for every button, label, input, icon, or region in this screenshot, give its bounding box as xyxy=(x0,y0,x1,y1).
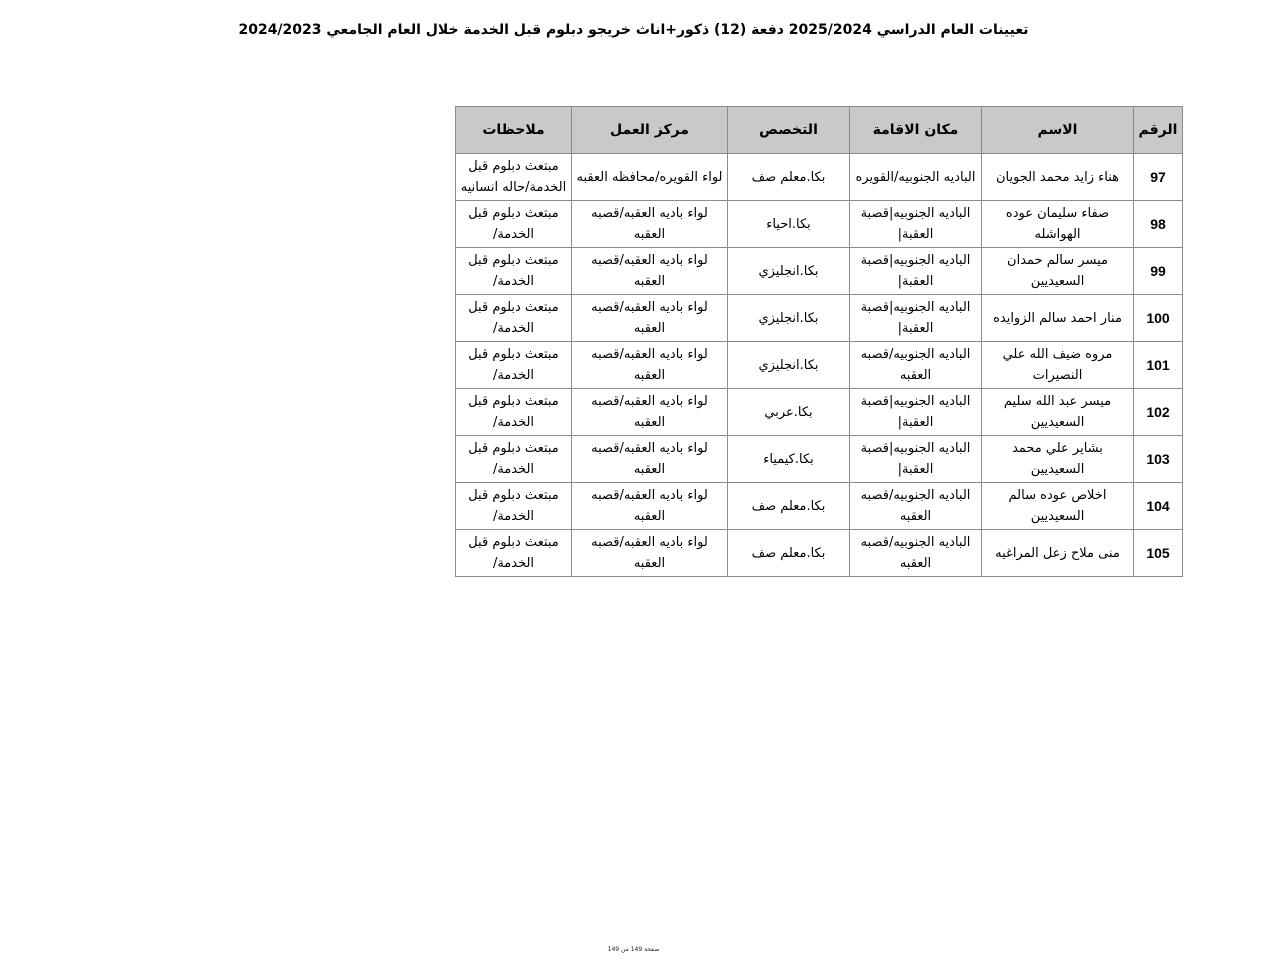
cell-name: منار احمد سالم الزوايده xyxy=(982,295,1134,342)
cell-notes: مبتعث دبلوم قبل الخدمة/ xyxy=(456,389,572,436)
cell-notes: مبتعث دبلوم قبل الخدمة/ xyxy=(456,436,572,483)
cell-notes: مبتعث دبلوم قبل الخدمة/ xyxy=(456,295,572,342)
cell-specialization: بكا.احياء xyxy=(728,201,850,248)
cell-work-center: لواء باديه العقبه/قصبه العقبه xyxy=(572,342,728,389)
cell-specialization: بكا.انجليزي xyxy=(728,248,850,295)
cell-number: 105 xyxy=(1134,530,1183,577)
cell-work-center: لواء باديه العقبه/قصبه العقبه xyxy=(572,248,728,295)
cell-work-center: لواء باديه العقبه/قصبه العقبه xyxy=(572,201,728,248)
cell-work-center: لواء باديه العقبه/قصبه العقبه xyxy=(572,530,728,577)
cell-notes: مبتعث دبلوم قبل الخدمة/ xyxy=(456,483,572,530)
table-row xyxy=(456,436,1183,483)
cell-residence: الباديه الجنوبيه|قصبة العقبة| xyxy=(850,389,982,436)
header-residence: مكان الاقامة xyxy=(850,107,982,154)
cell-number: 97 xyxy=(1134,154,1183,201)
cell-notes: مبتعث دبلوم قبل الخدمة/ xyxy=(456,530,572,577)
document-title: تعيينات العام الدراسي 2025/2024 دفعة (12) ذكور+اناث خريجو دبلوم قبل الخدمة خلال العام الجامعي 2024/2023 xyxy=(238,22,1029,38)
header-work-center: مركز العمل xyxy=(572,107,728,154)
table-row xyxy=(456,154,1183,201)
cell-residence: الباديه الجنوبيه|قصبة العقبة| xyxy=(850,295,982,342)
cell-specialization: بكا.معلم صف xyxy=(728,530,850,577)
cell-name: اخلاص عوده سالم السعيديين xyxy=(982,483,1134,530)
cell-work-center: لواء باديه العقبه/قصبه العقبه xyxy=(572,295,728,342)
table-row xyxy=(456,483,1183,530)
appointments-table xyxy=(455,106,1183,577)
cell-notes: مبتعث دبلوم قبل الخدمة/ xyxy=(456,201,572,248)
cell-residence: الباديه الجنوبيه/قصبه العقبه xyxy=(850,342,982,389)
cell-number: 98 xyxy=(1134,201,1183,248)
table-row xyxy=(456,389,1183,436)
table-header-row xyxy=(456,107,1183,154)
cell-specialization: بكا.انجليزي xyxy=(728,295,850,342)
cell-residence: الباديه الجنوبيه/القويره xyxy=(850,154,982,201)
cell-residence: الباديه الجنوبيه|قصبة العقبة| xyxy=(850,248,982,295)
cell-number: 101 xyxy=(1134,342,1183,389)
cell-notes: مبتعث دبلوم قبل الخدمة/ xyxy=(456,248,572,295)
cell-residence: الباديه الجنوبيه|قصبة العقبة| xyxy=(850,436,982,483)
table-row xyxy=(456,201,1183,248)
cell-number: 103 xyxy=(1134,436,1183,483)
cell-specialization: بكا.عربي xyxy=(728,389,850,436)
cell-residence: الباديه الجنوبيه/قصبه العقبه xyxy=(850,483,982,530)
cell-name: مروه ضيف الله علي النصيرات xyxy=(982,342,1134,389)
table-row xyxy=(456,295,1183,342)
page-number-footer: صفحة 149 من 149 xyxy=(607,946,660,953)
cell-name: صفاء سليمان عوده الهواشله xyxy=(982,201,1134,248)
cell-work-center: لواء القويره/محافظه العقبه xyxy=(572,154,728,201)
cell-name: هناء زايد محمد الجويان xyxy=(982,154,1134,201)
header-notes: ملاحظات xyxy=(456,107,572,154)
cell-notes: مبتعث دبلوم قبل الخدمة/حاله انسانيه xyxy=(456,154,572,201)
cell-residence: الباديه الجنوبيه|قصبة العقبة| xyxy=(850,201,982,248)
header-name: الاسم xyxy=(982,107,1134,154)
cell-number: 99 xyxy=(1134,248,1183,295)
cell-number: 102 xyxy=(1134,389,1183,436)
cell-name: بشاير علي محمد السعيديين xyxy=(982,436,1134,483)
cell-specialization: بكا.معلم صف xyxy=(728,483,850,530)
cell-notes: مبتعث دبلوم قبل الخدمة/ xyxy=(456,342,572,389)
header-number: الرقم xyxy=(1134,107,1183,154)
cell-name: ميسر سالم حمدان السعيديين xyxy=(982,248,1134,295)
cell-specialization: بكا.انجليزي xyxy=(728,342,850,389)
cell-specialization: بكا.معلم صف xyxy=(728,154,850,201)
cell-work-center: لواء باديه العقبه/قصبه العقبه xyxy=(572,436,728,483)
table-row xyxy=(456,530,1183,577)
cell-name: منى ملاح زعل المراغيه xyxy=(982,530,1134,577)
table-row xyxy=(456,248,1183,295)
header-specialization: التخصص xyxy=(728,107,850,154)
cell-specialization: بكا.كيمياء xyxy=(728,436,850,483)
cell-work-center: لواء باديه العقبه/قصبه العقبه xyxy=(572,483,728,530)
cell-work-center: لواء باديه العقبه/قصبه العقبه xyxy=(572,389,728,436)
cell-name: ميسر عبد الله سليم السعيديين xyxy=(982,389,1134,436)
cell-number: 100 xyxy=(1134,295,1183,342)
table-row xyxy=(456,342,1183,389)
cell-residence: الباديه الجنوبيه/قصبه العقبه xyxy=(850,530,982,577)
cell-number: 104 xyxy=(1134,483,1183,530)
